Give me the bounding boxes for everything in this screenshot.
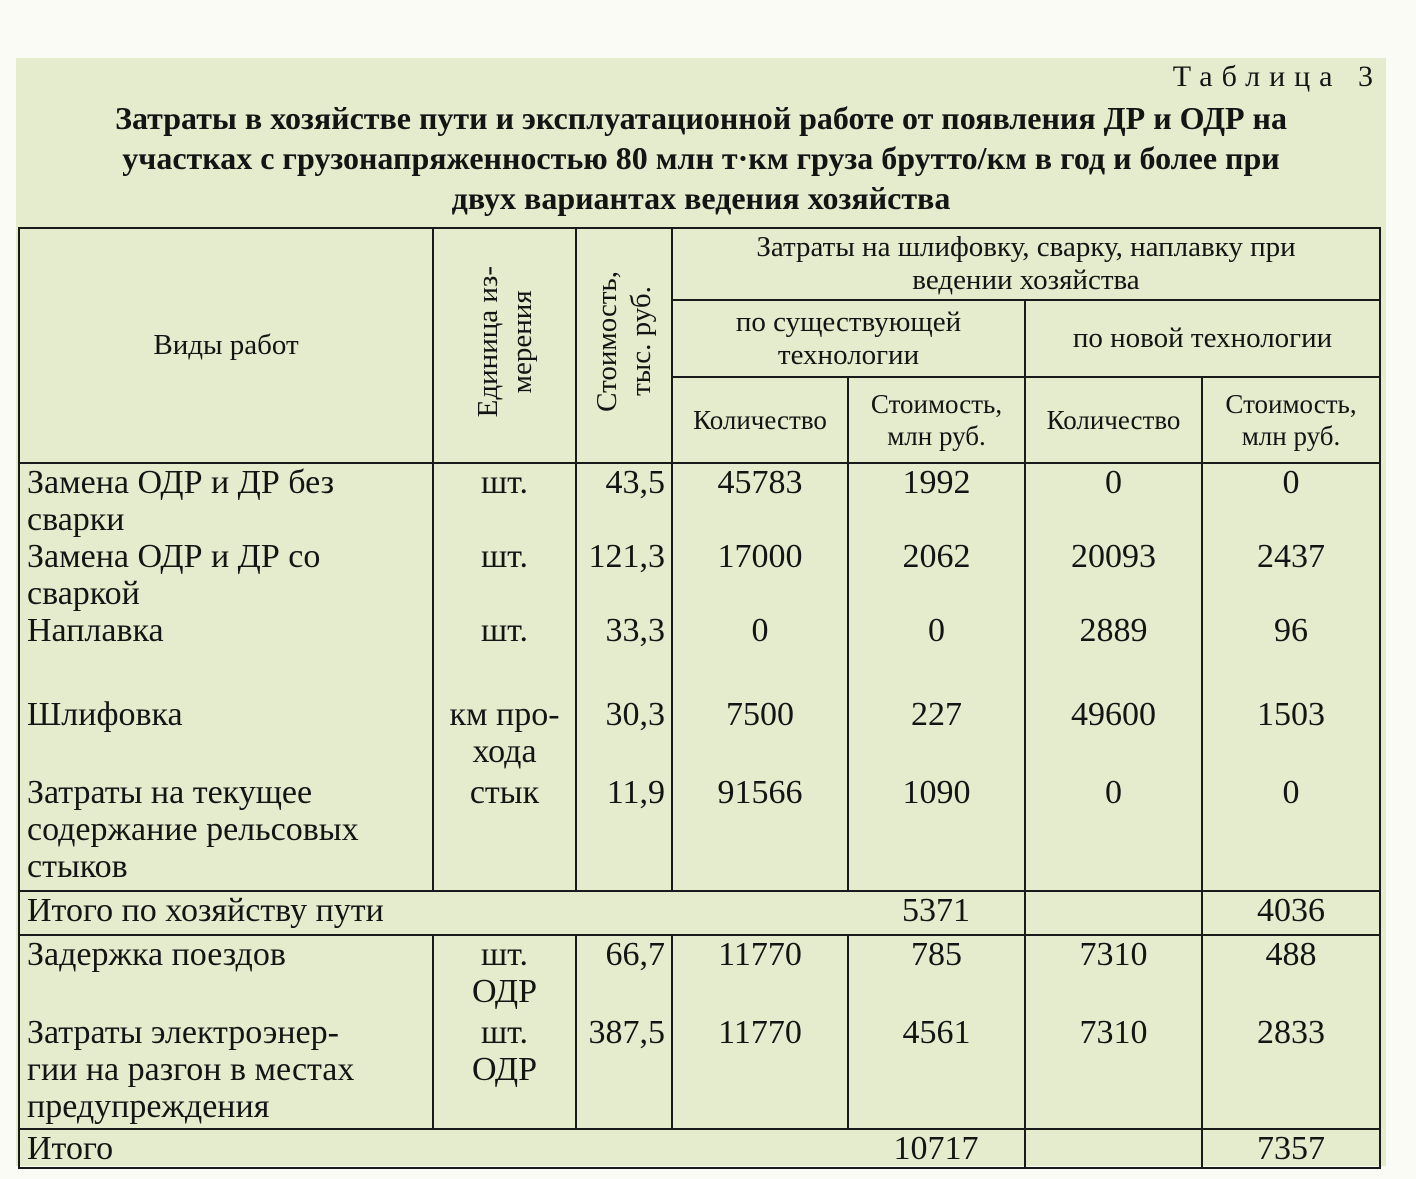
row-cost-new: 1503 (1202, 696, 1380, 774)
row-unit-cost: 33,3 (576, 612, 672, 696)
row-cost-old: 785 (848, 935, 1025, 1014)
table-row (19, 696, 1380, 774)
row-qty-old: 11770 (672, 935, 848, 1014)
row-cost-new: 488 (1202, 935, 1380, 1014)
row-cost-old: 4561 (848, 1014, 1025, 1129)
header-new-technology: по новой технологии (1025, 300, 1380, 377)
row-unit: шт. (433, 538, 576, 612)
header-qty-old: Количество (672, 377, 848, 463)
row-qty-old: 0 (672, 612, 848, 696)
row-unit-cost: 43,5 (576, 463, 672, 538)
subtotal-cost-new: 4036 (1202, 891, 1380, 935)
row-qty-old: 7500 (672, 696, 848, 774)
row-name: Замена ОДР и ДР без сварки (19, 463, 433, 538)
row-unit: шт. (433, 612, 576, 696)
row-unit-cost: 11,9 (576, 774, 672, 891)
row-unit-cost: 387,5 (576, 1014, 672, 1129)
row-qty-old: 17000 (672, 538, 848, 612)
row-name: Затраты электроэнер- гии на разгон в местах предупреждения (19, 1014, 433, 1129)
table-row (19, 1014, 1380, 1129)
row-unit: стык (433, 774, 576, 891)
header-qty-new: Количество (1025, 377, 1202, 463)
table-number: Таблица 3 (1172, 60, 1382, 93)
row-unit: шт. (433, 463, 576, 538)
cost-table (18, 227, 1381, 1169)
row-cost-new: 96 (1202, 612, 1380, 696)
row-unit-cost: 121,3 (576, 538, 672, 612)
row-cost-old: 1992 (848, 463, 1025, 538)
row-unit: шт. ОДР (433, 935, 576, 1014)
table-row (19, 463, 1380, 538)
header-work-type: Виды работ (19, 228, 433, 463)
table-row (19, 774, 1380, 891)
row-unit-cost: 66,7 (576, 935, 672, 1014)
row-name: Шлифовка (19, 696, 433, 774)
subtotal-row (19, 891, 1380, 935)
row-cost-new: 2833 (1202, 1014, 1380, 1129)
row-qty-old: 91566 (672, 774, 848, 891)
total-cost-old: 10717 (848, 1129, 1025, 1168)
row-qty-new: 0 (1025, 774, 1202, 891)
header-cost-old: Стоимость, млн руб. (848, 377, 1025, 463)
row-qty-new: 20093 (1025, 538, 1202, 612)
header-unit-cost: Стоимость, тыс. руб. (576, 228, 672, 463)
row-cost-old: 0 (848, 612, 1025, 696)
total-cost-new: 7357 (1202, 1129, 1380, 1168)
table-row (19, 935, 1380, 1014)
subtotal-cost-old: 5371 (848, 891, 1025, 935)
row-cost-new: 0 (1202, 463, 1380, 538)
row-unit-cost: 30,3 (576, 696, 672, 774)
total-label: Итого (19, 1129, 848, 1168)
row-name: Затраты на текущее содержание рельсовых стыков (19, 774, 433, 891)
row-name: Замена ОДР и ДР со сваркой (19, 538, 433, 612)
row-unit: км про- хода (433, 696, 576, 774)
header-costs-group: Затраты на шлифовку, сварку, наплавку при ведении хозяйства (672, 228, 1380, 300)
row-name: Задержка поездов (19, 935, 433, 1014)
header-existing-technology: по существующей технологии (672, 300, 1025, 377)
header-unit: Единица из- мерения (433, 228, 576, 463)
row-qty-new: 2889 (1025, 612, 1202, 696)
table-row (19, 612, 1380, 696)
row-cost-old: 227 (848, 696, 1025, 774)
row-qty-new: 7310 (1025, 935, 1202, 1014)
row-qty-old: 45783 (672, 463, 848, 538)
row-name: Наплавка (19, 612, 433, 696)
row-qty-old: 11770 (672, 1014, 848, 1129)
table-title: Затраты в хозяйстве пути и эксплуатационной работе от появления ДР и ОДР на участках с грузонапряженностью 80 млн т·км груза брутто/км в год и более при двух вариантах ведения хозяйства (115, 100, 1287, 216)
row-cost-new: 0 (1202, 774, 1380, 891)
table-row (19, 538, 1380, 612)
header-cost-new: Стоимость, млн руб. (1202, 377, 1380, 463)
row-qty-new: 49600 (1025, 696, 1202, 774)
total-row (19, 1129, 1380, 1168)
row-unit: шт. ОДР (433, 1014, 576, 1129)
row-qty-new: 7310 (1025, 1014, 1202, 1129)
row-qty-new: 0 (1025, 463, 1202, 538)
row-cost-old: 2062 (848, 538, 1025, 612)
subtotal-label: Итого по хозяйству пути (19, 891, 848, 935)
row-cost-old: 1090 (848, 774, 1025, 891)
row-cost-new: 2437 (1202, 538, 1380, 612)
